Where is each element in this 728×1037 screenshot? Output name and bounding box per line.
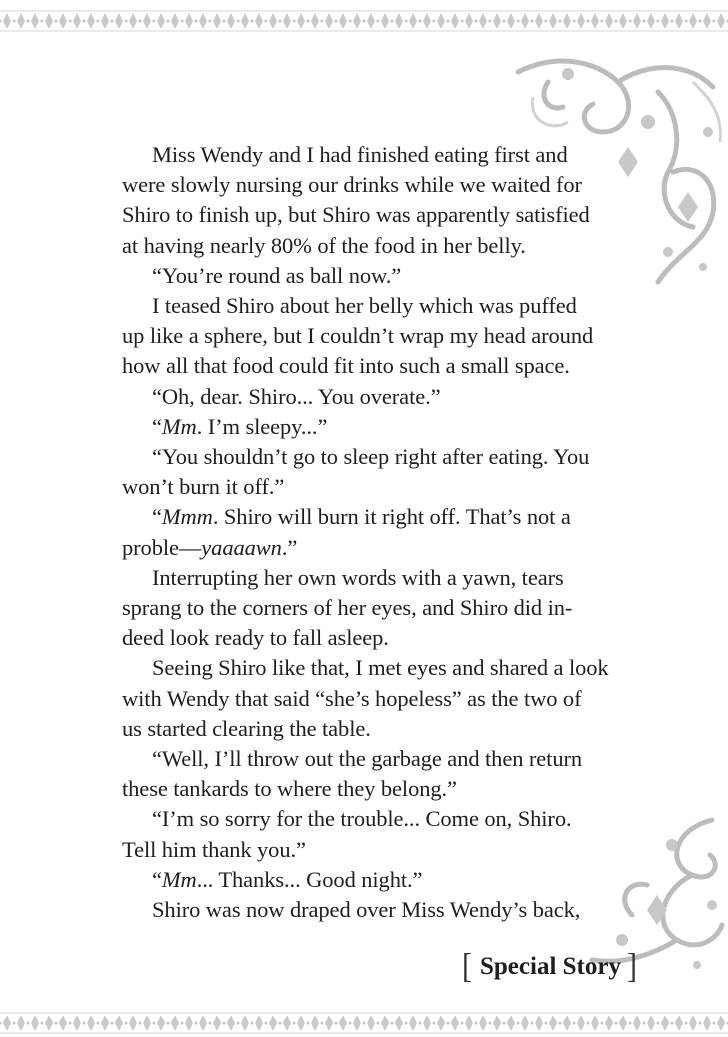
text-segment: “	[152, 504, 162, 530]
text-segment: . Shiro will burn it right off. That’s not a	[212, 504, 571, 530]
text-line: at having nearly 80% of the food in her belly.	[122, 232, 526, 258]
text-line: I teased Shiro about her belly which was puffed	[152, 293, 577, 319]
section-label-text: Special Story	[480, 953, 621, 980]
text-segment: proble—	[122, 534, 202, 560]
text-line: Seeing Shiro like that, I met eyes and shared a look	[152, 655, 609, 681]
text-segment: . I’m sleepy...”	[196, 413, 328, 439]
text-line: “You shouldn’t go to sleep right after eating. You	[152, 444, 590, 470]
text-segment: .”	[281, 534, 298, 560]
text-line: Tell him thank you.”	[122, 836, 306, 862]
text-line: Shiro was now draped over Miss Wendy’s back,	[152, 897, 581, 923]
text-segment: “	[152, 866, 162, 892]
text-line	[122, 865, 622, 895]
text-line: us started clearing the table.	[122, 715, 371, 741]
section-label	[462, 948, 637, 986]
italic-segment: Mm	[161, 413, 197, 439]
text-segment: ... Thanks... Good night.”	[196, 866, 423, 892]
text-line	[122, 533, 622, 563]
text-line: deed look ready to fall asleep.	[122, 625, 389, 651]
text-line: these tankards to where they belong.”	[122, 776, 457, 802]
text-line: Shiro to finish up, but Shiro was apparently satisfied	[122, 202, 590, 228]
text-line: Miss Wendy and I had finished eating first and	[152, 142, 568, 167]
italic-segment: Mm	[161, 866, 197, 892]
italic-segment: Mmm	[161, 504, 213, 530]
text-line: won’t burn it off.”	[122, 474, 285, 500]
text-line: “You’re round as ball now.”	[152, 262, 402, 288]
text-line: with Wendy that said “she’s hopeless” as the two of	[122, 685, 582, 711]
ornamental-border-icon	[0, 1012, 728, 1034]
text-line: how all that food could fit into such a small space.	[122, 353, 570, 379]
ornamental-border-icon	[0, 10, 728, 32]
text-line: “Well, I’ll throw out the garbage and then return	[152, 746, 583, 772]
text-line: up like a sphere, but I couldn’t wrap my head around	[122, 323, 594, 349]
text-segment: “	[152, 413, 162, 439]
text-line: Interrupting her own words with a yawn, tears	[152, 564, 564, 590]
right-bracket-icon: ]	[626, 947, 637, 986]
body-text	[122, 140, 622, 925]
text-line: were slowly nursing our drinks while we waited for	[122, 172, 582, 198]
text-line	[122, 412, 622, 442]
italic-segment: yaaaawn	[201, 534, 282, 560]
text-line: “I’m so sorry for the trouble... Come on, Shiro.	[152, 806, 572, 832]
left-bracket-icon: [	[462, 947, 472, 986]
text-line: “Oh, dear. Shiro... You overate.”	[152, 383, 441, 409]
text-line: sprang to the corners of her eyes, and Shiro did in-	[122, 595, 573, 621]
text-line	[122, 502, 622, 532]
